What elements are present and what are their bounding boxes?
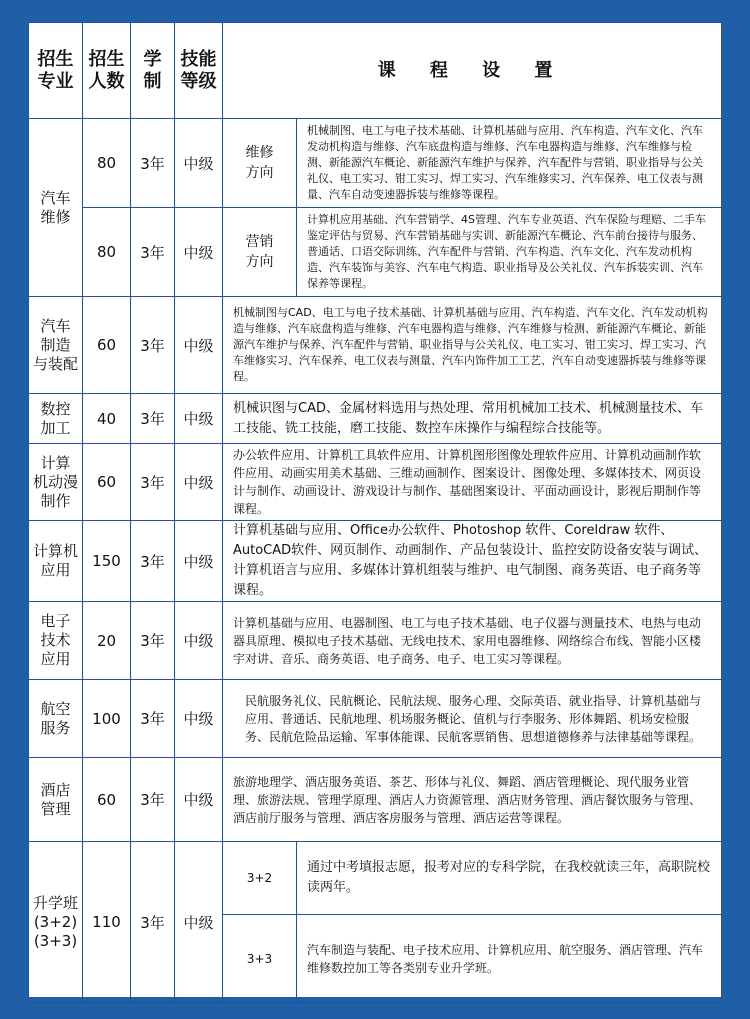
count-cell: 80: [83, 119, 131, 208]
count-cell: 100: [83, 680, 131, 758]
courses-cell: 民航服务礼仪、民航概论、民航法规、服务心理、交际英语、就业指导、计算机基础与应用、普通话、民航地理、机场服务概论、值机与行李服务、形体舞蹈、机场安检服务、民航危险品运输、军事体能课、民航客票销售、思想道德修养与法律基础等课程。: [223, 680, 722, 758]
table-row: [29, 119, 722, 208]
header-years: 学 制: [131, 23, 175, 119]
level-cell: 中级: [175, 521, 223, 602]
header-count: 招生 人数: [83, 23, 131, 119]
level-cell: 中级: [175, 444, 223, 521]
major-cell: 汽车 维修: [29, 119, 83, 297]
years-cell: 3年: [131, 297, 175, 394]
table-row: [29, 842, 722, 915]
table-row: [29, 297, 722, 394]
level-cell: 中级: [175, 297, 223, 394]
table-row: [29, 758, 722, 842]
courses-cell: 旅游地理学、酒店服务英语、茶艺、形体与礼仪、舞蹈、酒店管理概论、现代服务业管理、旅游法规、管理学原理、酒店人力资源管理、酒店财务管理、酒店餐饮服务与管理、酒店前厅服务与管理、酒店客房服务与管理、酒店运营等课程。: [223, 758, 722, 842]
courses-cell: 办公软件应用、计算机工具软件应用、计算机图形图像处理软件应用、计算机动画制作软件应用、动画实用美术基础、三维动画制作、图案设计、图像处理、多媒体技术、网页设计与制作、动画设计、游戏设计与制作、基础图案设计、平面动画设计，影视后期制作等课程。: [223, 444, 722, 521]
level-cell: 中级: [175, 758, 223, 842]
major-cell: 计算机 应用: [29, 521, 83, 602]
courses-cell: 汽车制造与装配、电子技术应用、计算机应用、航空服务、酒店管理、汽车维修数控加工等各类别专业升学班。: [297, 915, 722, 1003]
years-cell: 3年: [131, 842, 175, 1003]
major-cell: 升学班 (3+2) (3+3): [29, 842, 83, 1003]
direction-cell: 维修 方向: [223, 119, 297, 208]
level-cell: 中级: [175, 842, 223, 1003]
header-courses: 课 程 设 置: [223, 23, 722, 119]
years-cell: 3年: [131, 119, 175, 208]
enrollment-table: [28, 22, 722, 1003]
level-cell: 中级: [175, 208, 223, 297]
major-cell: 航空 服务: [29, 680, 83, 758]
major-cell: 汽车 制造 与装配: [29, 297, 83, 394]
direction-cell: 3+2: [223, 842, 297, 915]
count-cell: 150: [83, 521, 131, 602]
major-cell: 酒店 管理: [29, 758, 83, 842]
count-cell: 40: [83, 394, 131, 444]
courses-cell: 通过中考填报志愿，报考对应的专科学院，在我校就读三年，高职院校读两年。: [297, 842, 722, 915]
count-cell: 60: [83, 444, 131, 521]
level-cell: 中级: [175, 602, 223, 680]
header-row: [29, 23, 722, 119]
level-cell: 中级: [175, 119, 223, 208]
count-cell: 110: [83, 842, 131, 1003]
level-cell: 中级: [175, 394, 223, 444]
major-cell: 计算 机动漫 制作: [29, 444, 83, 521]
header-level: 技能 等级: [175, 23, 223, 119]
count-cell: 60: [83, 758, 131, 842]
years-cell: 3年: [131, 394, 175, 444]
courses-cell: 计算机应用基础、汽车营销学、4S管理、汽车专业英语、汽车保险与理赔、二手车鉴定评估与贸易、汽车营销基础与实训、新能源汽车概论、汽车前台接待与服务、普通话、口语交际训练、汽车配件与营销、汽车构造、汽车文化、汽车发动机构造、汽车装饰与美容、汽车电气构造、职业指导及公关礼仪、汽车拆装实训、汽车保养等课程。: [297, 208, 722, 297]
years-cell: 3年: [131, 758, 175, 842]
enrollment-table-sheet: [28, 22, 722, 997]
courses-cell: 机械制图与CAD、电工与电子技术基础、计算机基础与应用、汽车构造、汽车文化、汽车发动机构造与维修、汽车底盘构造与维修、汽车电器构造与维修、汽车维修与检测、新能源汽车概论、新能源汽车维护与保养、汽车配件与营销、职业指导与公关礼仪、电工实习、钳工实习、焊工实习、汽车维修实习、汽车保养、电工仪表与测量、汽车内饰件加工工艺、汽车自动变速器拆装与维修等课程。: [223, 297, 722, 394]
years-cell: 3年: [131, 208, 175, 297]
courses-cell: 机械识图与CAD、金属材料选用与热处理、常用机械加工技术、机械测量技术、车工技能、铣工技能，磨工技能、数控车床操作与编程综合技能等。: [223, 394, 722, 444]
table-row: [29, 680, 722, 758]
count-cell: 20: [83, 602, 131, 680]
courses-cell: 机械制图、电工与电子技术基础、计算机基础与应用、汽车构造、汽车文化、汽车发动机构造与维修、汽车底盘构造与维修、汽车电器构造与维修、汽车维修与检测、新能源汽车概论、新能源汽车维护与保养、汽车配件与营销、职业指导与公关礼仪、电工实习、钳工实习、焊工实习、汽车维修实习、汽车保养、电工仪表与测量、汽车自动变速器拆装与维修等课程。: [297, 119, 722, 208]
table-row: [29, 521, 722, 602]
direction-cell: 营销 方向: [223, 208, 297, 297]
major-cell: 数控 加工: [29, 394, 83, 444]
major-cell: 电子 技术 应用: [29, 602, 83, 680]
years-cell: 3年: [131, 444, 175, 521]
courses-cell: 计算机基础与应用、Office办公软件、Photoshop 软件、Coreldraw 软件、AutoCAD软件、网页制作、动画制作、产品包装设计、监控安防设备安装与调试、计算机语言与应用、多媒体计算机组装与维护、电气制图、商务英语、电子商务等课程。: [223, 521, 722, 602]
table-row: [29, 602, 722, 680]
count-cell: 60: [83, 297, 131, 394]
table-row: [29, 208, 722, 297]
table-row: [29, 444, 722, 521]
header-major: 招生 专业: [29, 23, 83, 119]
years-cell: 3年: [131, 521, 175, 602]
table-row: [29, 394, 722, 444]
count-cell: 80: [83, 208, 131, 297]
courses-cell: 计算机基础与应用、电器制图、电工与电子技术基础、电子仪器与测量技术、电热与电动器具原理、模拟电子技术基础、无线电技术、家用电器维修、网络综合布线、智能小区楼宇对讲、音乐、商务英语、电子商务、电子、电工实习等课程。: [223, 602, 722, 680]
level-cell: 中级: [175, 680, 223, 758]
years-cell: 3年: [131, 680, 175, 758]
years-cell: 3年: [131, 602, 175, 680]
direction-cell: 3+3: [223, 915, 297, 1003]
